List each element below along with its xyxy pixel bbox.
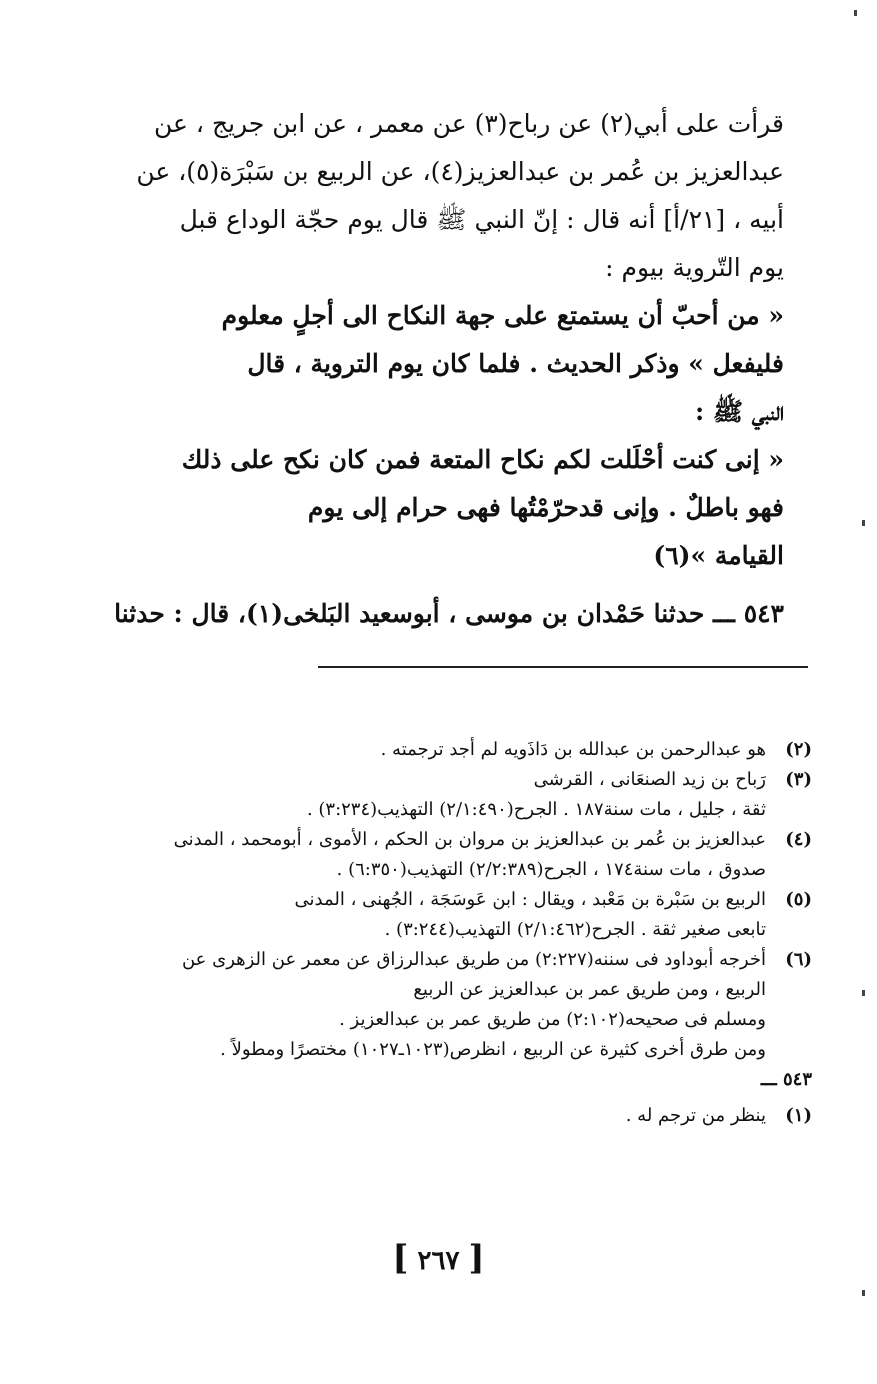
- text-line: قرأت على أبي(٢) عن رباح(٣) عن معمر ، عن ابن جريج ، عن: [154, 109, 784, 138]
- footnote-line: صدوق ، مات سنة١٧٤ ، الجرح(٢/٢:٣٨٩) التهذيب(٦:٣٥٠) .: [336, 859, 766, 880]
- scan-mark: [862, 990, 865, 996]
- footnote-line: ومسلم فى صحيحه(٢:١٠٢) من طريق عمر بن عبدالعزيز .: [339, 1009, 766, 1030]
- text-line: يوم التّروية بيوم :: [605, 253, 784, 282]
- scan-mark: [862, 520, 865, 526]
- hadith-quote-2: [154, 436, 784, 580]
- scan-mark: [854, 10, 857, 16]
- quote-line: « إنى كنت أحْلَلت لكم نكاح المتعة فمن كان نكح على ذلك: [181, 445, 784, 474]
- footnote-line: تابعى صغير ثقة . الجرح(٢/١:٤٦٢) التهذيب(٣:٢٤٤) .: [384, 919, 766, 940]
- footnote-543-1: [112, 1101, 812, 1131]
- quote-line: النبي ﷺ :: [694, 397, 784, 426]
- quote-line: فهو باطلٌ . وإنى قدحرّمْتُها فهى حرام إلى يوم: [307, 493, 784, 522]
- scan-mark: [862, 1290, 865, 1296]
- footnote-line: ومن طرق أخرى كثيرة عن الربيع ، انظرص(١٠٢٣ـ١٠٢٧) مختصرًا ومطولاً .: [220, 1039, 766, 1060]
- footnote-number: (١): [785, 1105, 812, 1126]
- text-line: أبيه ، [٢١/أ] أنه قال : إنّ النبي ﷺ قال يوم حجّة الوداع قبل: [179, 205, 784, 234]
- footnote-line: أخرجه أبوداود فى سننه(٢:٢٢٧) من طريق عبدالرزاق عن معمر عن الزهرى عن: [181, 949, 766, 970]
- quote-line: فليفعل » وذكر الحديث . فلما كان يوم التروية ، قال: [247, 349, 784, 378]
- footnote-3: [112, 765, 812, 825]
- footnote-divider: [318, 666, 808, 668]
- footnote-4: [112, 825, 812, 885]
- footnote-number: (٢): [785, 739, 812, 760]
- footnote-line: ينظر من ترجم له .: [625, 1105, 766, 1126]
- quote-line: « من أحبّ أن يستمتع على جهة النكاح الى أجلٍ معلوم: [221, 301, 784, 330]
- footnote-number: (٦): [785, 949, 812, 970]
- footnote-line: رَباح بن زيد الصنعَانى ، القرشى: [533, 769, 766, 790]
- main-text: [112, 100, 784, 638]
- footnote-line: ثقة ، جليل ، مات سنة١٨٧ . الجرح(٢/١:٤٩٠) التهذيب(٣:٢٣٤) .: [306, 799, 766, 820]
- footnote-2: [112, 735, 812, 765]
- footnote-line: عبدالعزيز بن عُمر بن عبدالعزيز بن مروان بن الحكم ، الأموى ، أبومحمد ، المدنى: [173, 829, 766, 850]
- page-number: [ ٢٦٧ ]: [392, 1238, 485, 1278]
- footnote-line: هو عبدالرحمن بن عبدالله بن دَاذَويه لم أجد ترجمته .: [380, 739, 766, 760]
- footnote-number: (٤): [785, 829, 812, 850]
- footnote-number: (٣): [785, 769, 812, 790]
- footnote-line: الربيع ، ومن طريق عمر بن عبدالعزيز عن الربيع: [413, 979, 766, 1000]
- footnote-line: الربيع بن سَبْرة بن مَعْبد ، ويقال : ابن عَوسَجَة ، الجُهنى ، المدنى: [294, 889, 766, 910]
- page-number-value: ٢٦٧: [417, 1246, 460, 1276]
- footnotes: [112, 735, 812, 1131]
- hadith-543-line: ٥٤٣ ـــ حدثنا حَمْدان بن موسى ، أبوسعيد البَلخى(١)، قال : حدثنا: [114, 599, 784, 628]
- footnote-section-543: ٥٤٣ ـــ: [760, 1069, 812, 1090]
- text-line: عبدالعزيز بن عُمر بن عبدالعزيز(٤)، عن الربيع بن سَبْرَة(٥)، عن: [136, 157, 784, 186]
- footnote-number: (٥): [785, 889, 812, 910]
- hadith-quote-1: [154, 292, 784, 436]
- footnote-6: [112, 945, 812, 1065]
- quote-line: القيامة »(٦): [653, 541, 784, 570]
- footnote-5: [112, 885, 812, 945]
